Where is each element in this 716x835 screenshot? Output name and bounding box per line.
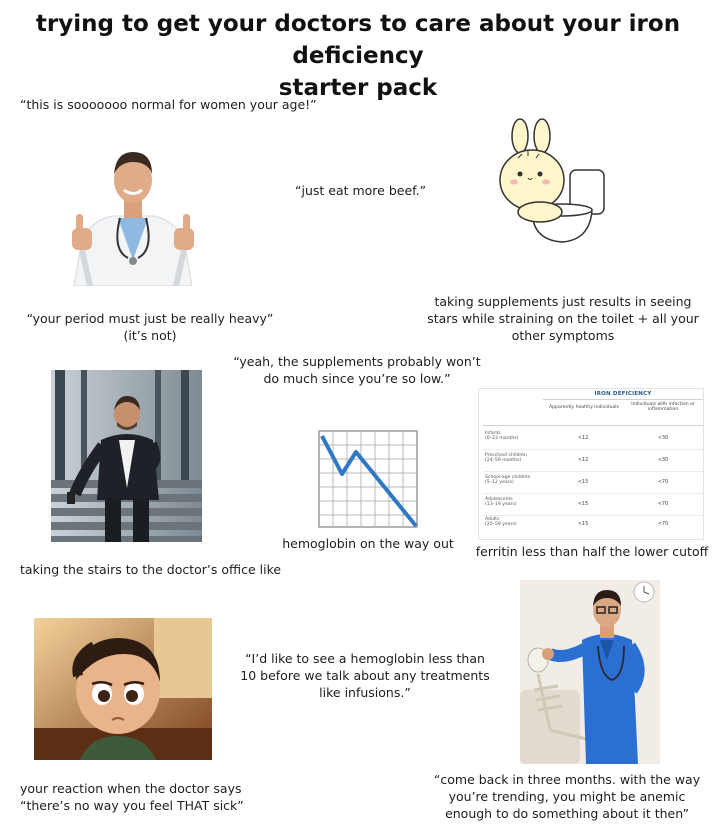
- caption-hemoglobin-out: hemoglobin on the way out: [282, 536, 454, 551]
- caption-reaction: your reaction when the doctor says “there’s no way you feel THAT sick”: [20, 781, 244, 813]
- caption-heavy-period: “your period must just be really heavy” (it’s not): [26, 311, 274, 343]
- table-cell: <70: [657, 501, 669, 507]
- table-cell: <12: [577, 435, 589, 441]
- caption-supplements-stars: taking supplements just results in seeing stars while straining on the toilet + all your other symptoms: [427, 294, 699, 343]
- table-cell: <15: [577, 521, 589, 527]
- table-cell: <30: [657, 457, 669, 463]
- table-row-label: Adults (20–59 years): [485, 517, 517, 528]
- iron-deficiency-table: [478, 388, 704, 540]
- table-cell: <70: [657, 479, 669, 485]
- table-col-inflammation: Individuals with infection or inflammation: [631, 402, 695, 413]
- table-row-label: Preschool children (24–59 months): [485, 453, 527, 464]
- table-cell: <15: [577, 501, 589, 507]
- caption-eat-beef: “just eat more beef.”: [295, 183, 427, 198]
- table-cell: <12: [577, 457, 589, 463]
- man-on-stairs-image: [51, 370, 202, 542]
- caption-come-back: “come back in three months. with the way you’re trending, you might be anemic enough to do something about it then”: [433, 772, 701, 821]
- caption-stairs: taking the stairs to the doctor’s office like: [20, 562, 282, 577]
- table-cell: <70: [657, 521, 669, 527]
- table-heading: IRON DEFICIENCY: [594, 391, 652, 397]
- caption-supplements-wont-work: “yeah, the supplements probably won’t do much since you’re so low.”: [233, 354, 481, 386]
- caption-normal-for-women: “this is sooooooo normal for women your age!”: [20, 97, 317, 112]
- page-title: trying to get your doctors to care about your iron deficiency starter pack: [35, 11, 681, 101]
- caption-ferritin: ferritin less than half the lower cutoff: [475, 544, 709, 559]
- bunny-toilet-image: [458, 114, 608, 252]
- caption-hemoglobin-10: “I’d like to see a hemoglobin less than 10 before we talk about any treatments like infusions.”: [240, 651, 490, 700]
- doctor-skeleton-image: [520, 580, 660, 764]
- declining-chart-icon: [318, 430, 418, 528]
- table-col-healthy: Apparently healthy individuals: [549, 405, 619, 410]
- boy-reaction-image: [34, 618, 212, 760]
- table-cell: <30: [657, 435, 669, 441]
- table-row-label: Adolescents (13–19 years): [485, 497, 517, 508]
- table-cell: <15: [577, 479, 589, 485]
- doctor-thumbs-up-image: [52, 140, 214, 286]
- table-row-label: Infants (0–23 months): [485, 431, 519, 442]
- table-row-label: School-age children (5–12 years): [485, 475, 531, 486]
